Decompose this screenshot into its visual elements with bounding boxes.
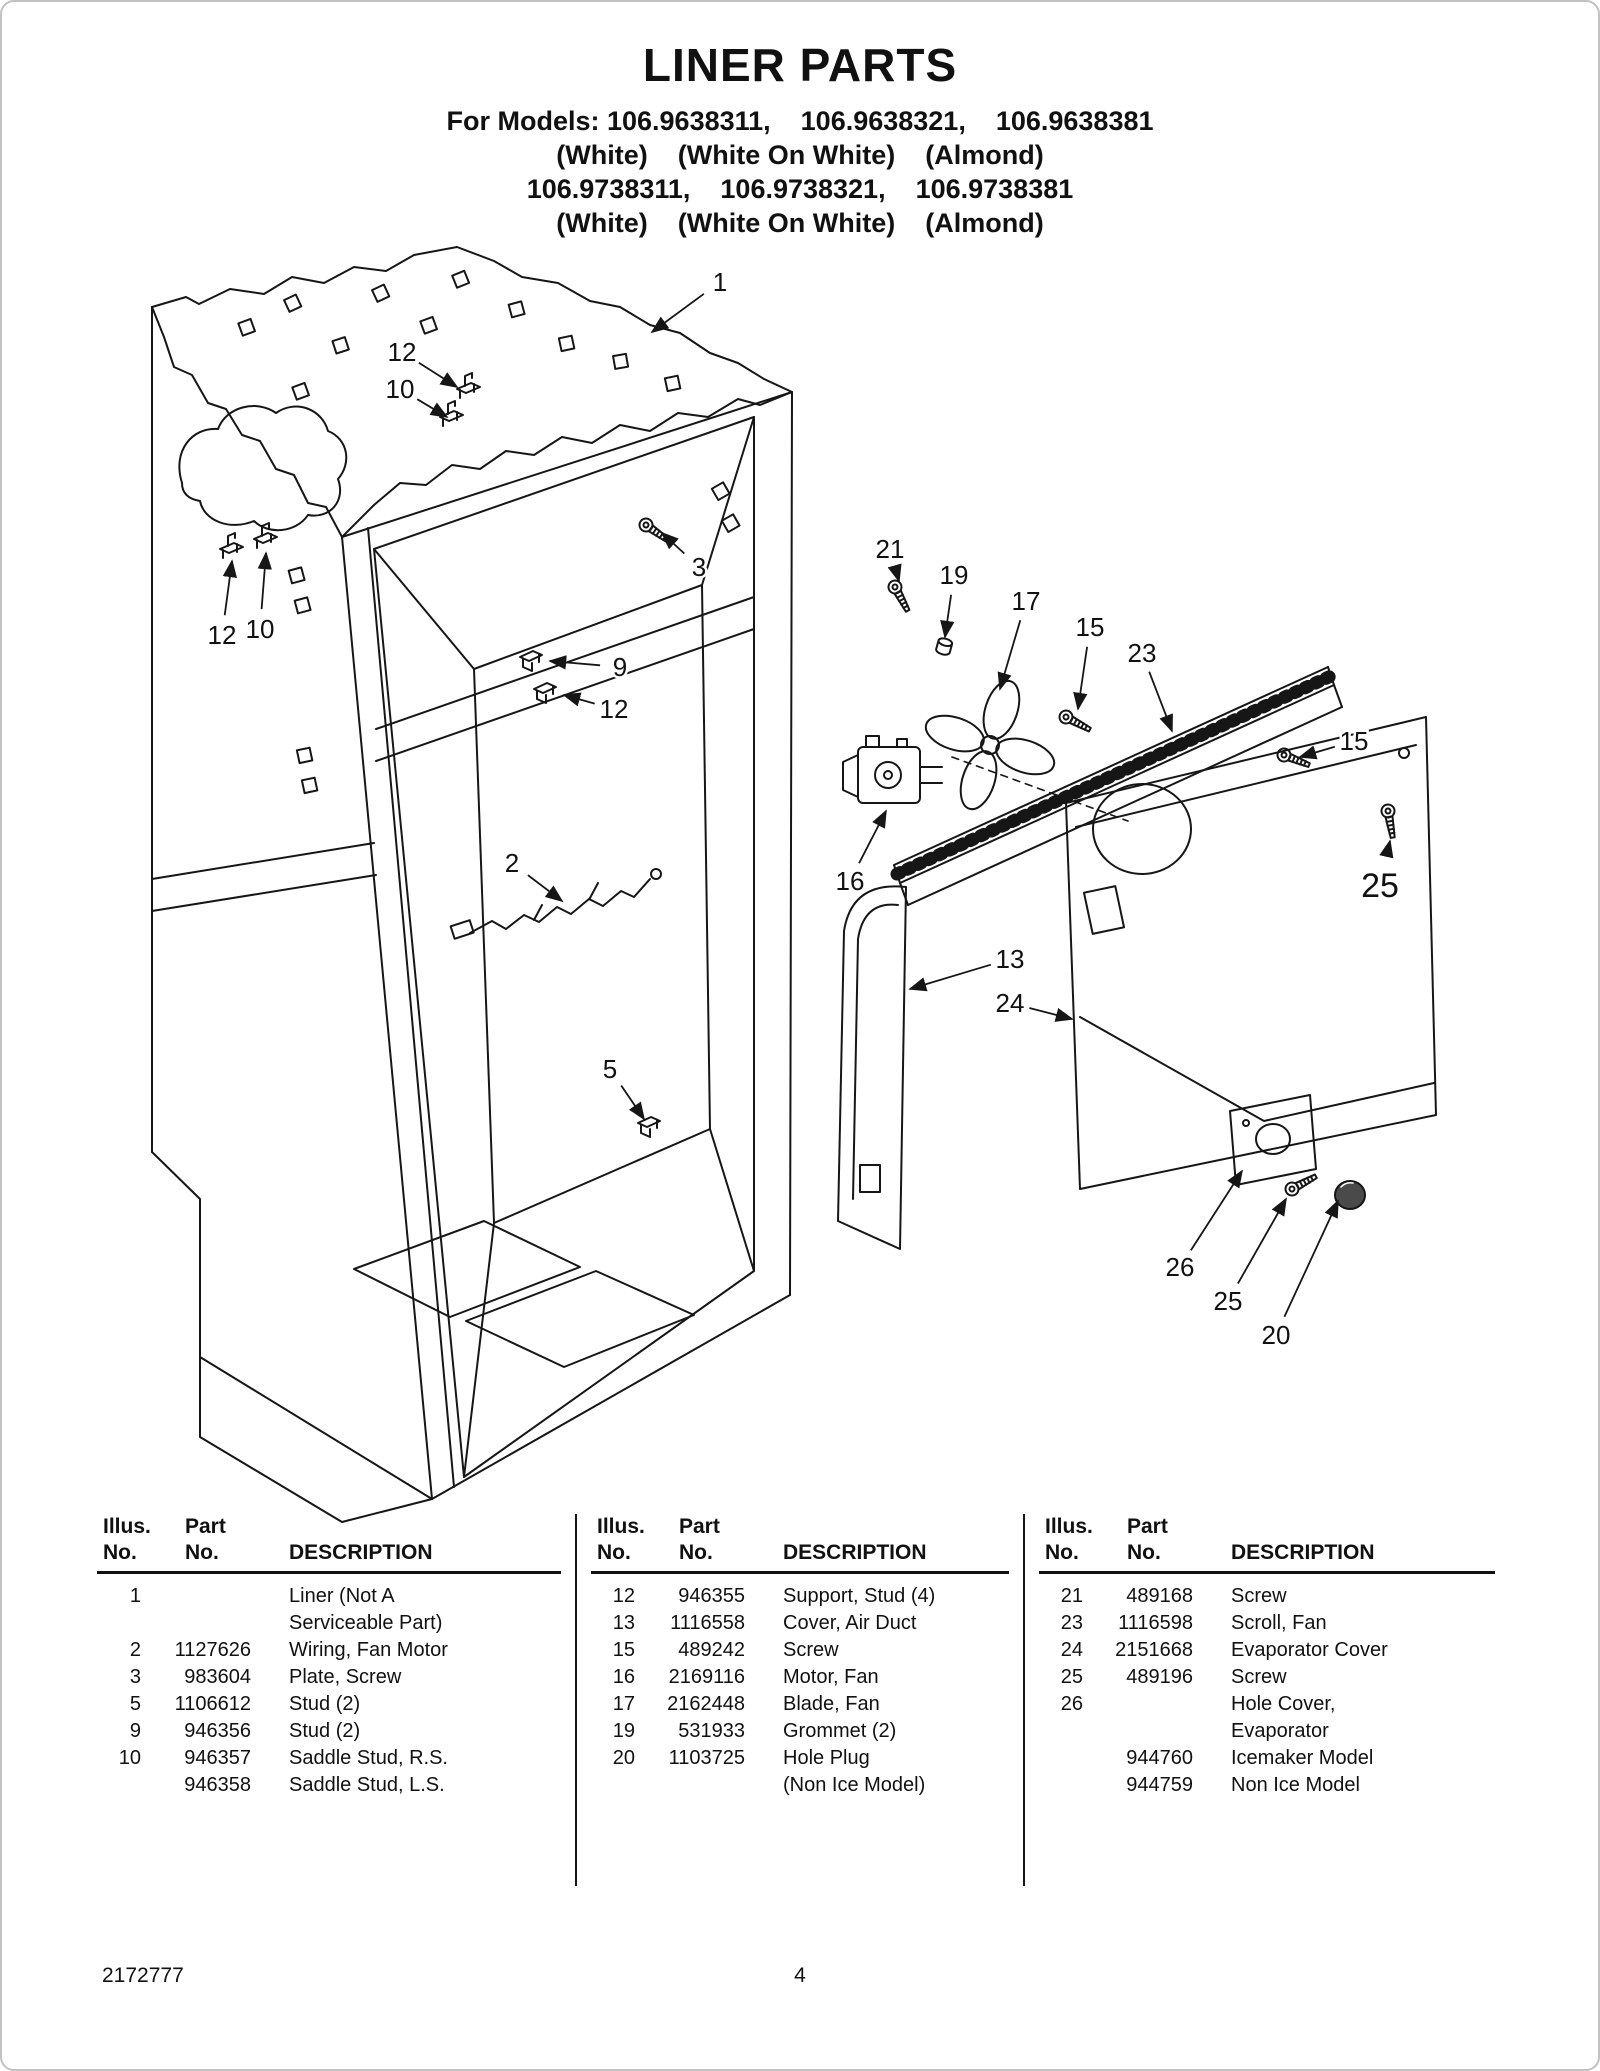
hole-plug	[1335, 1181, 1365, 1209]
col-header-part: Part	[185, 1515, 226, 1538]
parts-table-row: 9 946356 Stud (2)	[129, 1720, 361, 1742]
parts-table-row: 944760 Icemaker Model	[1126, 1747, 1374, 1769]
parts-table-row: 10 946357 Saddle Stud, R.S.	[118, 1747, 448, 1769]
parts-table-row: 17 2162448 Blade, Fan	[612, 1693, 880, 1715]
parts-table-row: 2 1127626 Wiring, Fan Motor	[129, 1639, 448, 1661]
callout-label-9: 9	[612, 652, 628, 682]
callout-label-15: 15	[1339, 726, 1369, 756]
callout-leader-25	[1387, 841, 1390, 856]
parts-rows	[1039, 1583, 1509, 1799]
callout-label-20: 20	[1261, 1320, 1291, 1350]
parts-table-header	[1039, 1514, 1509, 1574]
parts-table-column-1	[97, 1514, 575, 1886]
callout-label-12: 12	[207, 620, 237, 650]
col-header-illus-no: No.	[1045, 1541, 1079, 1564]
callout-label-25: 25	[1213, 1286, 1243, 1316]
parts-table	[97, 1514, 1509, 1886]
callout-leader-1	[652, 294, 704, 332]
parts-table-header	[591, 1514, 1023, 1574]
col-header-description: DESCRIPTION	[783, 1541, 927, 1564]
page-number: 4	[794, 1964, 806, 1987]
parts-table-row: 12 946355 Support, Stud (4)	[612, 1585, 936, 1607]
callout-label-17: 17	[1011, 586, 1041, 616]
parts-table-row: 946358 Saddle Stud, L.S.	[184, 1774, 445, 1796]
document-number: 2172777	[102, 1964, 184, 1987]
col-header-illus-no: No.	[597, 1541, 631, 1564]
callout-leader-17	[1000, 620, 1020, 689]
callout-label-12: 12	[387, 337, 417, 367]
col-header-description: DESCRIPTION	[1231, 1541, 1375, 1564]
callout-leader-12	[564, 695, 595, 704]
parts-table-row: 26 Hole Cover,	[1060, 1693, 1336, 1715]
col-header-illus-no: No.	[103, 1541, 137, 1564]
page-header	[2, 38, 1598, 240]
callout-leader-5	[621, 1086, 644, 1120]
callout-layer	[208, 267, 1399, 1350]
col-header-part: Part	[1127, 1515, 1168, 1538]
callout-label-5: 5	[602, 1054, 618, 1084]
parts-table-header	[97, 1514, 575, 1574]
callout-leader-26	[1191, 1171, 1242, 1250]
callout-leader-10	[417, 399, 447, 417]
callout-label-23: 23	[1127, 638, 1157, 668]
parts-rows	[97, 1583, 575, 1799]
callout-label-19: 19	[939, 560, 969, 590]
parts-table-row: 19 531933 Grommet (2)	[612, 1720, 897, 1742]
finishes-line-2: (White) (White On White) (Almond)	[556, 208, 1044, 238]
callout-leader-25	[1238, 1199, 1286, 1284]
stud-icon	[638, 1117, 660, 1137]
parts-table-row: 16 2169116 Motor, Fan	[612, 1666, 879, 1688]
liner-cabinet	[152, 247, 792, 1522]
callout-label-24: 24	[995, 988, 1025, 1018]
parts-table-row: (Non Ice Model)	[783, 1774, 926, 1796]
air-duct-cover	[838, 886, 906, 1249]
parts-table-row: 20 1103725 Hole Plug	[612, 1747, 870, 1769]
callout-leader-2	[528, 875, 562, 901]
callout-leader-15	[1300, 747, 1335, 757]
saddle-stud-icon	[254, 523, 277, 548]
grommet-icon	[935, 637, 953, 656]
header-rule	[97, 1571, 561, 1574]
evaporator-cover	[1066, 717, 1436, 1189]
top-cutout	[179, 406, 346, 530]
parts-table-row: 21 489168 Screw	[1060, 1585, 1287, 1607]
callout-leader-10	[262, 553, 266, 609]
screw-icon	[886, 578, 913, 614]
callout-label-21: 21	[875, 534, 905, 564]
parts-table-row: 23 1116598 Scroll, Fan	[1060, 1612, 1327, 1634]
finishes-line-1: (White) (White On White) (Almond)	[556, 140, 1044, 170]
callout-label-15: 15	[1075, 612, 1105, 642]
parts-table-row: 15 489242 Screw	[612, 1639, 839, 1661]
callout-label-10: 10	[245, 614, 275, 644]
callout-label-25: 25	[1361, 867, 1399, 905]
parts-table-row: 13 1116558 Cover, Air Duct	[612, 1612, 917, 1634]
parts-table-row: 24 2151668 Evaporator Cover	[1060, 1639, 1388, 1661]
callout-leader-12	[225, 561, 232, 615]
screw-icon	[1057, 708, 1093, 735]
parts-table-row: 25 489196 Screw	[1060, 1666, 1287, 1688]
fan-blade	[921, 676, 1058, 813]
callout-leader-12	[419, 363, 457, 387]
col-header-illus: Illus.	[1045, 1515, 1093, 1538]
col-header-part: Part	[679, 1515, 720, 1538]
parts-table-row: Serviceable Part)	[289, 1612, 443, 1634]
col-header-part-no: No.	[1127, 1541, 1161, 1564]
saddle-stud-icon	[220, 533, 243, 558]
models-line-2: 106.9738311, 106.9738321, 106.9738381	[526, 174, 1074, 204]
saddle-stud-icon	[457, 373, 480, 398]
fan-motor	[843, 736, 942, 803]
models-line-1: For Models: 106.9638311, 106.9638321, 106.9638381	[446, 106, 1154, 136]
callout-leader-20	[1284, 1201, 1338, 1317]
header-rule	[1039, 1571, 1495, 1574]
callout-label-10: 10	[385, 374, 415, 404]
col-header-illus: Illus.	[597, 1515, 645, 1538]
callout-leader-13	[910, 965, 991, 989]
callout-label-16: 16	[835, 866, 865, 896]
stud-icon	[520, 651, 542, 671]
evaporator-hole-cover	[1230, 1095, 1316, 1185]
callout-leader-19	[945, 595, 951, 637]
callout-label-2: 2	[504, 848, 520, 878]
header-rule	[591, 1571, 1009, 1574]
screw-icon	[1380, 803, 1399, 838]
col-header-part-no: No.	[679, 1541, 713, 1564]
parts-table-row: 3 983604 Plate, Screw	[129, 1666, 402, 1688]
callout-leader-15	[1078, 647, 1087, 709]
col-header-description: DESCRIPTION	[289, 1541, 433, 1564]
parts-table-row: 5 1106612 Stud (2)	[129, 1693, 361, 1715]
parts-table-column-2	[575, 1514, 1023, 1886]
callout-label-1: 1	[712, 267, 728, 297]
callout-leader-23	[1149, 672, 1172, 731]
page-title: LINER PARTS	[642, 39, 958, 91]
punched-holes	[238, 271, 739, 793]
col-header-part-no: No.	[185, 1541, 219, 1564]
screw-icon	[637, 516, 672, 546]
callout-label-3: 3	[691, 552, 707, 582]
callout-leader-3	[662, 533, 684, 554]
parts-table-row: 1 Liner (Not A	[129, 1585, 395, 1607]
callout-leader-21	[895, 568, 899, 581]
callout-leader-24	[1029, 1008, 1072, 1019]
callout-label-13: 13	[995, 944, 1025, 974]
parts-table-row: 944759 Non Ice Model	[1126, 1774, 1360, 1796]
callout-label-12: 12	[599, 694, 629, 724]
callout-label-26: 26	[1165, 1252, 1195, 1282]
parts-table-column-3	[1023, 1514, 1509, 1886]
screw-icon	[1276, 747, 1312, 772]
parts-table-row: Evaporator	[1231, 1720, 1329, 1742]
exploded-parts-diagram	[2, 237, 1600, 1527]
parts-rows	[591, 1583, 1023, 1799]
col-header-illus: Illus.	[103, 1515, 151, 1538]
callout-leader-16	[859, 811, 886, 863]
saddle-stud-icon	[440, 401, 463, 426]
